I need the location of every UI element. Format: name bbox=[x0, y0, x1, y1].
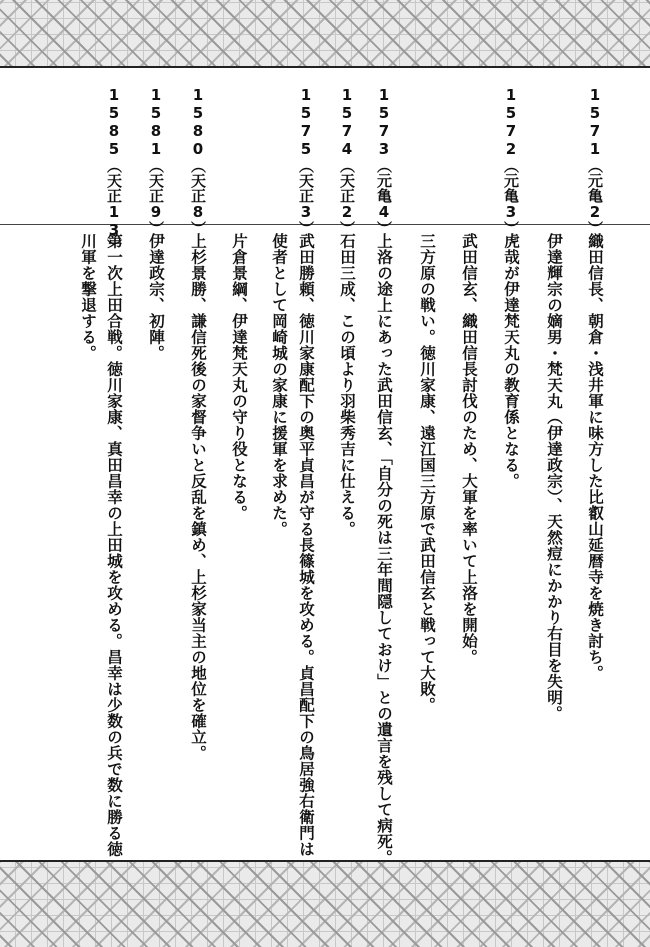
event-text: 石田三成、この頃より羽柴秀吉に仕える。 bbox=[338, 233, 357, 537]
year-1575: 1575（天正3） bbox=[297, 86, 315, 236]
year-divider-line bbox=[0, 224, 650, 225]
event-text: 第一次上田合戦。徳川家康、真田昌幸の上田城を攻める。昌幸は少数の兵で数に勝る徳 bbox=[105, 233, 124, 857]
event-text: 織田信長、朝倉・浅井軍に味方した比叡山延暦寺を焼き討ち。 bbox=[586, 233, 605, 681]
year-1580: 1580（天正8） bbox=[189, 86, 207, 236]
event-text: 武田信玄、織田信長討伐のため、大軍を率いて上洛を開始。 bbox=[460, 233, 479, 665]
top-rule bbox=[0, 66, 650, 68]
event-text: 三方原の戦い。徳川家康、遠江国三方原で武田信玄と戦って大敗。 bbox=[418, 233, 437, 713]
event-text: 伊達輝宗の嫡男・梵天丸（伊達政宗）、天然痘にかかり右目を失明。 bbox=[545, 233, 564, 722]
event-text: 武田勝頼、徳川家康配下の奥平貞昌が守る長篠城を攻める。貞昌配下の鳥居強右衛門は bbox=[297, 233, 316, 857]
decorative-pattern-bottom bbox=[0, 862, 650, 947]
event-text-continued: 川軍を撃退する。 bbox=[79, 233, 98, 361]
year-1573: 1573（元亀4） bbox=[375, 86, 393, 236]
event-text: 伊達政宗、初陣。 bbox=[147, 233, 166, 361]
decorative-pattern-top bbox=[0, 0, 650, 66]
event-text-continued: 使者として岡崎城の家康に援軍を求めた。 bbox=[270, 233, 289, 537]
event-text: 虎哉が伊達梵天丸の教育係となる。 bbox=[502, 233, 521, 489]
year-1585: 1585（天正13） bbox=[105, 86, 123, 254]
year-1571: 1571（元亀2） bbox=[586, 86, 604, 236]
event-text: 上洛の途上にあった武田信玄、「自分の死は三年間隠しておけ」との遺言を残して病死。 bbox=[375, 233, 394, 866]
event-text: 片倉景綱、伊達梵天丸の守り役となる。 bbox=[230, 233, 249, 521]
year-1581: 1581（天正9） bbox=[147, 86, 165, 236]
year-1572: 1572（元亀3） bbox=[502, 86, 520, 236]
event-text: 上杉景勝、謙信死後の家督争いと反乱を鎮め、上杉家当主の地位を確立。 bbox=[189, 233, 208, 761]
year-1574: 1574（天正2） bbox=[338, 86, 356, 236]
